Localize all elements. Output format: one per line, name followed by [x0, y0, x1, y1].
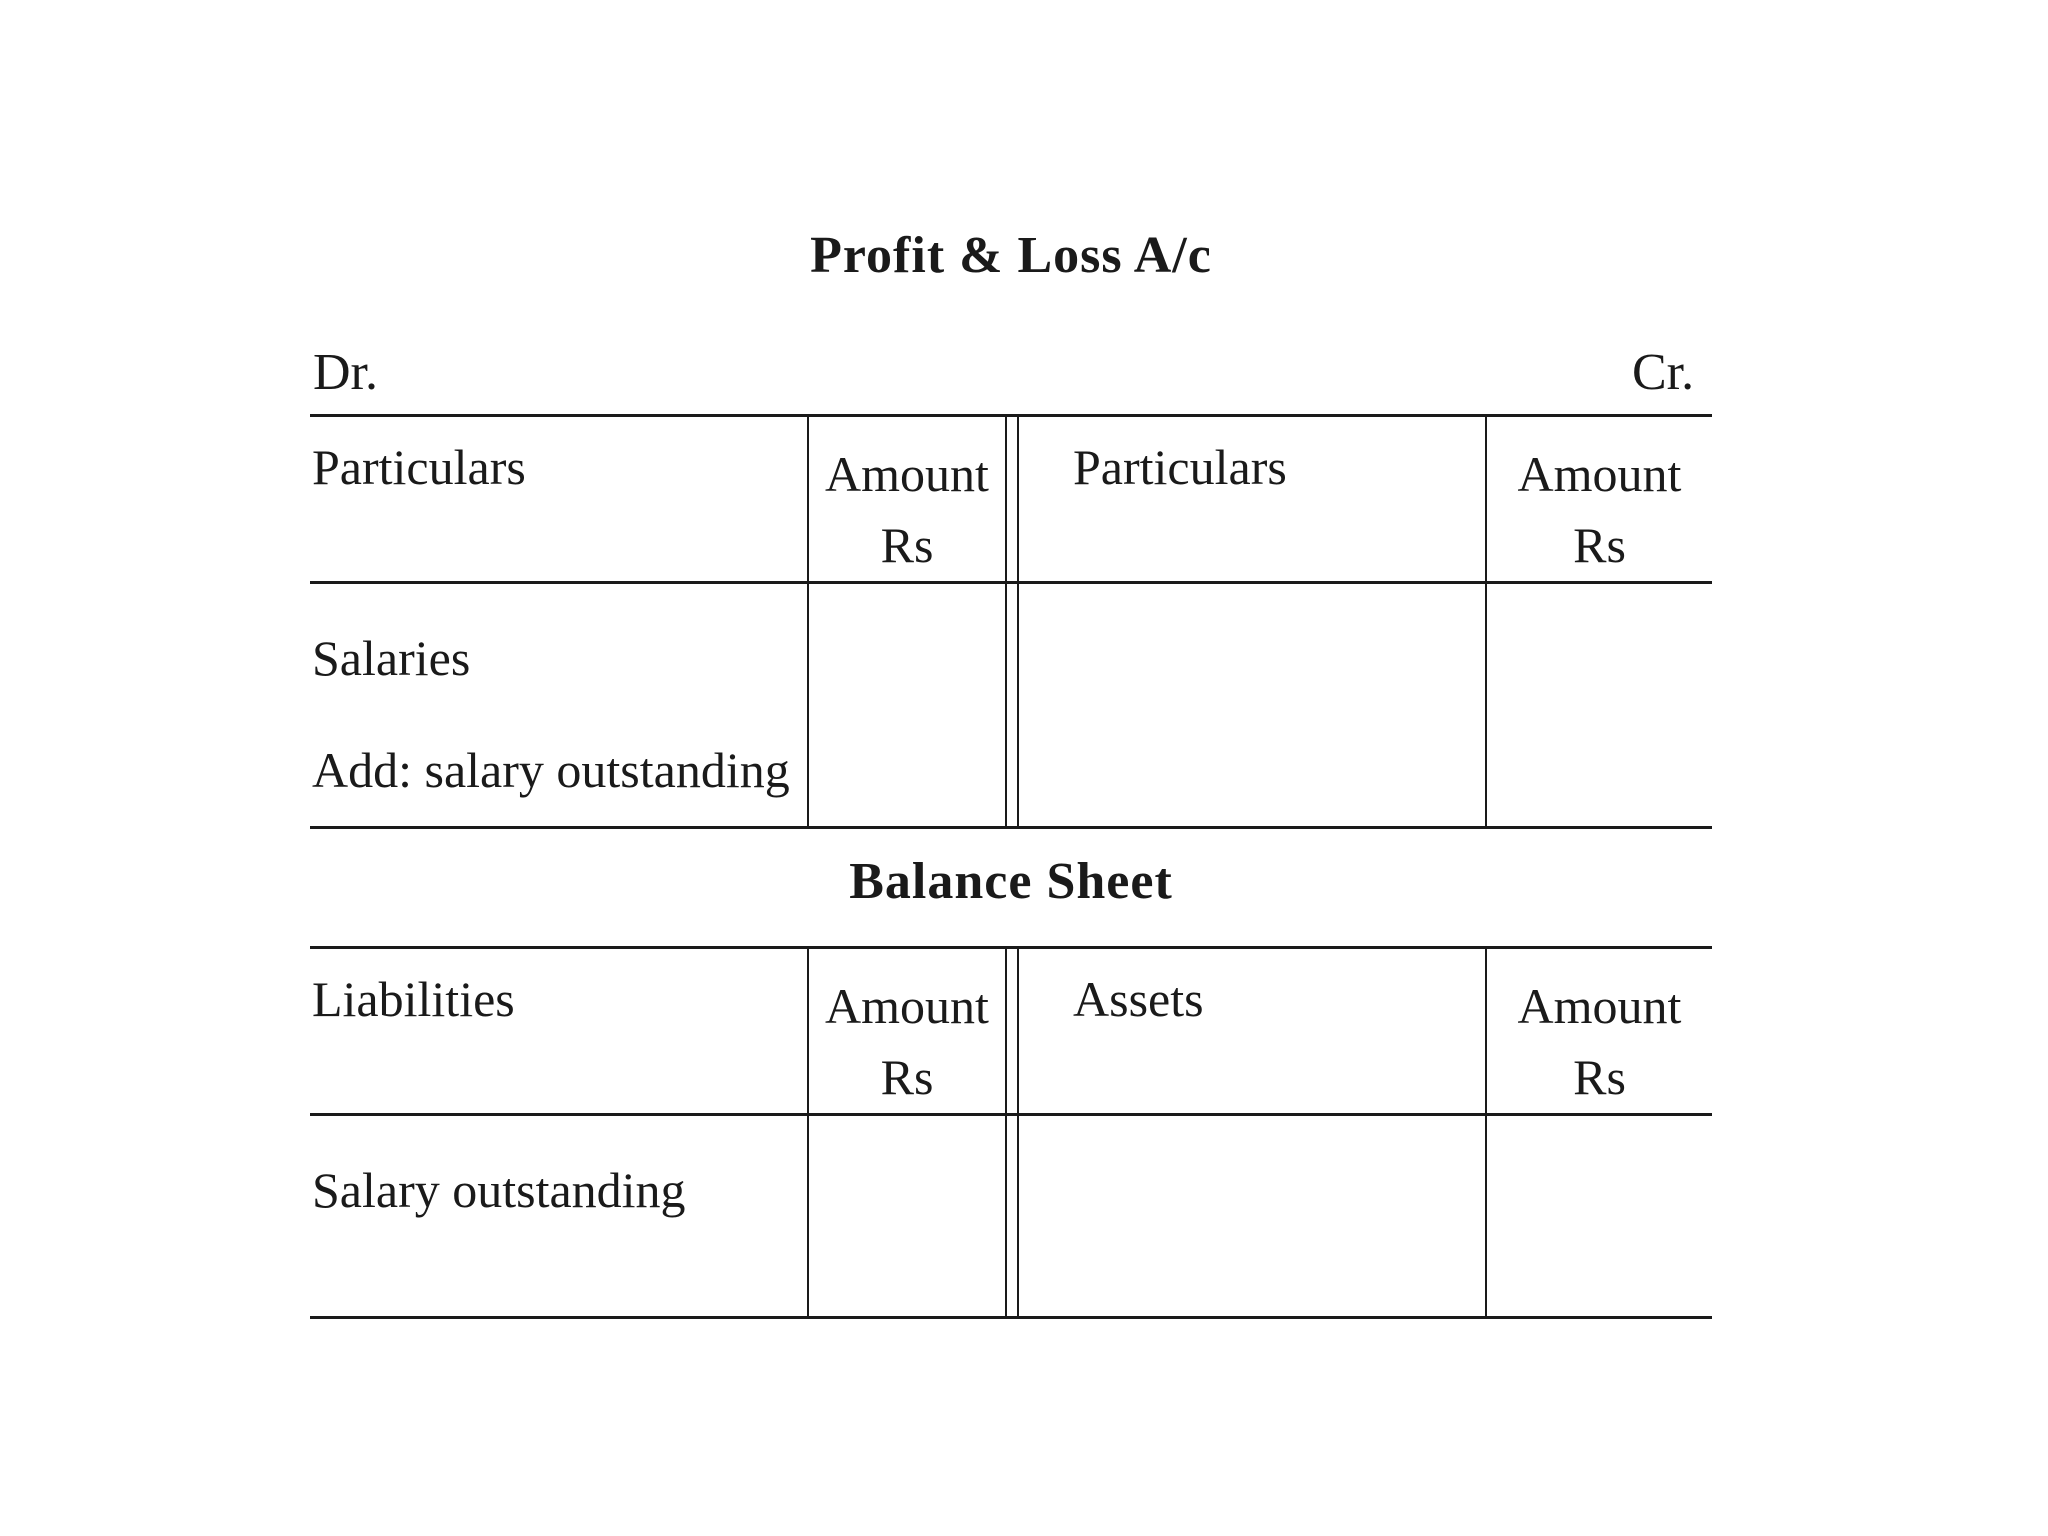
bs-entry-salary-outstanding: Salary outstanding [312, 1162, 686, 1218]
pl-left-amount-unit: Rs [880, 517, 934, 573]
pl-left-amount-label: Amount [825, 446, 989, 502]
pl-right-particulars-label: Particulars [1073, 439, 1287, 495]
bs-column-separator [1006, 948, 1018, 1115]
bs-body-separator [1006, 1115, 1018, 1318]
pl-left-particulars-header [310, 416, 808, 583]
pl-right-particulars-cell [1018, 583, 1486, 828]
debit-label: Dr. [313, 344, 378, 401]
bs-liabilities-header [310, 948, 808, 1115]
bs-liabilities-cell [310, 1115, 808, 1318]
pl-right-amount-header [1486, 416, 1712, 583]
bs-left-amount-header [808, 948, 1006, 1115]
pl-left-particulars-cell [310, 583, 808, 828]
pl-right-amount-cell [1486, 583, 1712, 828]
pl-right-amount-unit: Rs [1573, 517, 1626, 573]
credit-label: Cr. [1632, 344, 1695, 401]
bs-assets-cell [1018, 1115, 1486, 1318]
bs-right-amount-cell [1486, 1115, 1712, 1318]
pl-entry-salaries: Salaries [312, 630, 471, 686]
pl-left-particulars-label: Particulars [312, 439, 526, 495]
balance-sheet-header-row [310, 948, 1712, 1115]
bs-liabilities-label: Liabilities [312, 971, 515, 1027]
pl-left-amount-header [808, 416, 1006, 583]
pl-body-separator [1006, 583, 1018, 828]
bs-assets-label: Assets [1073, 971, 1204, 1027]
balance-sheet-body-row [310, 1115, 1712, 1318]
bs-right-amount-unit: Rs [1573, 1049, 1626, 1105]
pl-column-separator [1006, 416, 1018, 583]
profit-loss-table [310, 414, 1712, 829]
balance-sheet-table [310, 946, 1712, 1319]
balance-sheet-title: Balance Sheet [849, 853, 1173, 910]
pl-entry-salary-outstanding: Add: salary outstanding [312, 741, 790, 798]
bs-assets-header [1018, 948, 1486, 1115]
profit-loss-header-row [310, 416, 1712, 583]
bs-left-amount-unit: Rs [880, 1049, 934, 1105]
bs-left-amount-label: Amount [825, 978, 989, 1034]
bs-left-amount-cell [808, 1115, 1006, 1318]
pl-left-amount-cell [808, 583, 1006, 828]
bs-right-amount-header [1486, 948, 1712, 1115]
profit-loss-body-row [310, 583, 1712, 828]
pl-right-particulars-header [1018, 416, 1486, 583]
bs-right-amount-label: Amount [1517, 978, 1682, 1034]
pl-right-amount-label: Amount [1517, 446, 1682, 502]
profit-loss-title: Profit & Loss A/c [810, 227, 1212, 284]
